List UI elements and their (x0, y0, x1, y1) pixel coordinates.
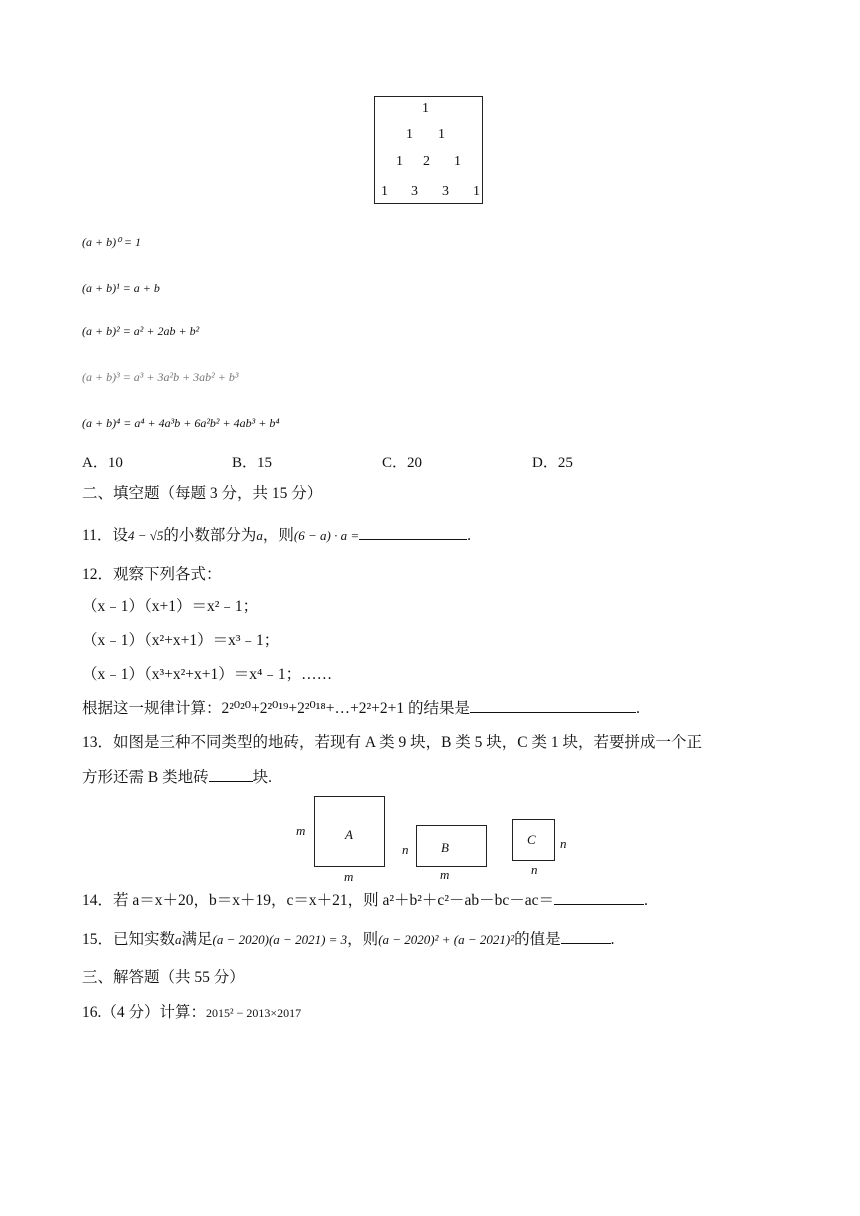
q12-calculation (82, 698, 640, 719)
option-letter: A． (82, 455, 108, 471)
tile-a (314, 796, 385, 867)
option-letter: B． (232, 455, 258, 471)
q15-variable: a (175, 932, 182, 947)
q11-expression: 4 − √5 (127, 528, 164, 543)
question-13-line-2 (82, 767, 272, 788)
question-number: 11． (82, 527, 113, 544)
section-heading-solve: 三、解答题（共 55 分） (82, 969, 245, 986)
option-value: 15 (257, 455, 273, 471)
q15-period: . (610, 931, 615, 948)
tile-label: A (345, 827, 353, 842)
pascal-number: 1 (438, 127, 445, 142)
pascal-number: 1 (473, 184, 480, 199)
pascal-number: 3 (411, 184, 418, 199)
q14-text: 14．若 a＝x＋20，b＝x＋19，c＝x＋21，则 a²＋b²＋c²－ab－bc－ac＝ (82, 892, 554, 909)
pascal-number: 1 (406, 127, 413, 142)
question-16 (82, 1003, 301, 1023)
answer-blank[interactable] (470, 698, 636, 713)
q11-variable: a (256, 528, 263, 543)
q15-expression: (a − 2020)² + (a − 2021)² (378, 932, 515, 947)
expansion-3: (a + b)³ = a³ + 3a²b + 3ab² + b³ (82, 370, 239, 384)
q13-text: 方形还需 B 类地砖 (82, 769, 209, 786)
expansion-0: (a + b)⁰ = 1 (82, 235, 141, 249)
expansion-2: (a + b)² = a² + 2ab + b² (82, 324, 200, 338)
q12-formula-line: （x﹣1）（x+1）＝x²﹣1； (82, 598, 259, 615)
answer-blank[interactable] (554, 890, 644, 905)
tile-c (512, 819, 555, 861)
question-13-line-1: 13．如图是三种不同类型的地砖，若现有 A 类 9 块，B 类 5 块，C 类 1 块，若要拼成一个正 (82, 734, 703, 751)
tile-c-bottom-label: n (531, 862, 538, 877)
q11-text: ，则 (262, 527, 294, 544)
q15-text: 15．已知实数 (82, 931, 176, 948)
option-d (532, 451, 573, 472)
option-value: 25 (557, 455, 573, 471)
option-value: 10 (107, 455, 123, 471)
pascal-number: 1 (422, 101, 429, 116)
tile-label: C (527, 832, 536, 847)
option-letter: C． (382, 455, 408, 471)
option-a (82, 451, 123, 472)
option-c (382, 451, 422, 472)
q11-period: . (467, 527, 471, 544)
q14-period: . (643, 892, 648, 909)
pascal-number: 3 (442, 184, 449, 199)
q12-expression: 2²⁰²⁰+2²⁰¹⁹+2²⁰¹⁸+…+2²+2+1 (221, 700, 405, 717)
option-b (232, 451, 272, 472)
answer-blank[interactable] (359, 525, 467, 540)
q16-expression: 2015² − 2013×2017 (206, 1006, 302, 1020)
pascal-number: 1 (454, 154, 461, 169)
section-heading-fill-in: 二、填空题（每题 3 分，共 15 分） (82, 485, 323, 502)
q12-formula-line: （x﹣1）（x²+x+1）＝x³﹣1； (82, 632, 280, 649)
pascal-number: 1 (381, 184, 388, 199)
q12-text: 根据这一规律计算： (82, 700, 222, 717)
tile-c-side-label: n (560, 836, 567, 851)
tile-b-side-label: n (402, 842, 409, 857)
pascal-number: 2 (423, 154, 430, 169)
question-12-title: 12．观察下列各式： (82, 566, 222, 583)
q15-text: ，则 (347, 931, 379, 948)
answer-blank[interactable] (561, 929, 611, 944)
pascal-number: 1 (396, 154, 403, 169)
tile-label: B (441, 840, 449, 855)
question-15 (82, 929, 615, 950)
tile-b (416, 825, 487, 867)
q12-text: 的结果是 (404, 700, 471, 717)
option-value: 20 (407, 455, 423, 471)
q12-period: . (636, 700, 640, 717)
q16-text: 16.（4 分）计算： (82, 1004, 207, 1021)
tile-a-bottom-label: m (344, 869, 354, 884)
answer-blank[interactable] (209, 767, 253, 782)
expansion-4: (a + b)⁴ = a⁴ + 4a³b + 6a²b² + 4ab³ + b⁴ (82, 416, 280, 430)
expansion-1: (a + b)¹ = a + b (82, 281, 160, 295)
q15-text: 满足 (181, 931, 213, 948)
option-letter: D． (532, 455, 558, 471)
q15-text: 的值是 (514, 931, 561, 948)
q15-expression: (a − 2020)(a − 2021) = 3 (212, 932, 348, 947)
q11-text: 设 (112, 527, 128, 544)
question-14 (82, 890, 648, 911)
pascal-triangle-figure (374, 96, 483, 204)
q13-text: 块. (252, 769, 272, 786)
q11-expression: (6 − a) · a = (293, 528, 360, 543)
q12-formula-line: （x﹣1）（x³+x²+x+1）＝x⁴﹣1；…… (82, 666, 333, 683)
question-11 (82, 525, 471, 546)
tile-a-side-label: m (296, 823, 306, 838)
tile-b-bottom-label: m (440, 867, 450, 882)
q11-text: 的小数部分为 (163, 527, 257, 544)
